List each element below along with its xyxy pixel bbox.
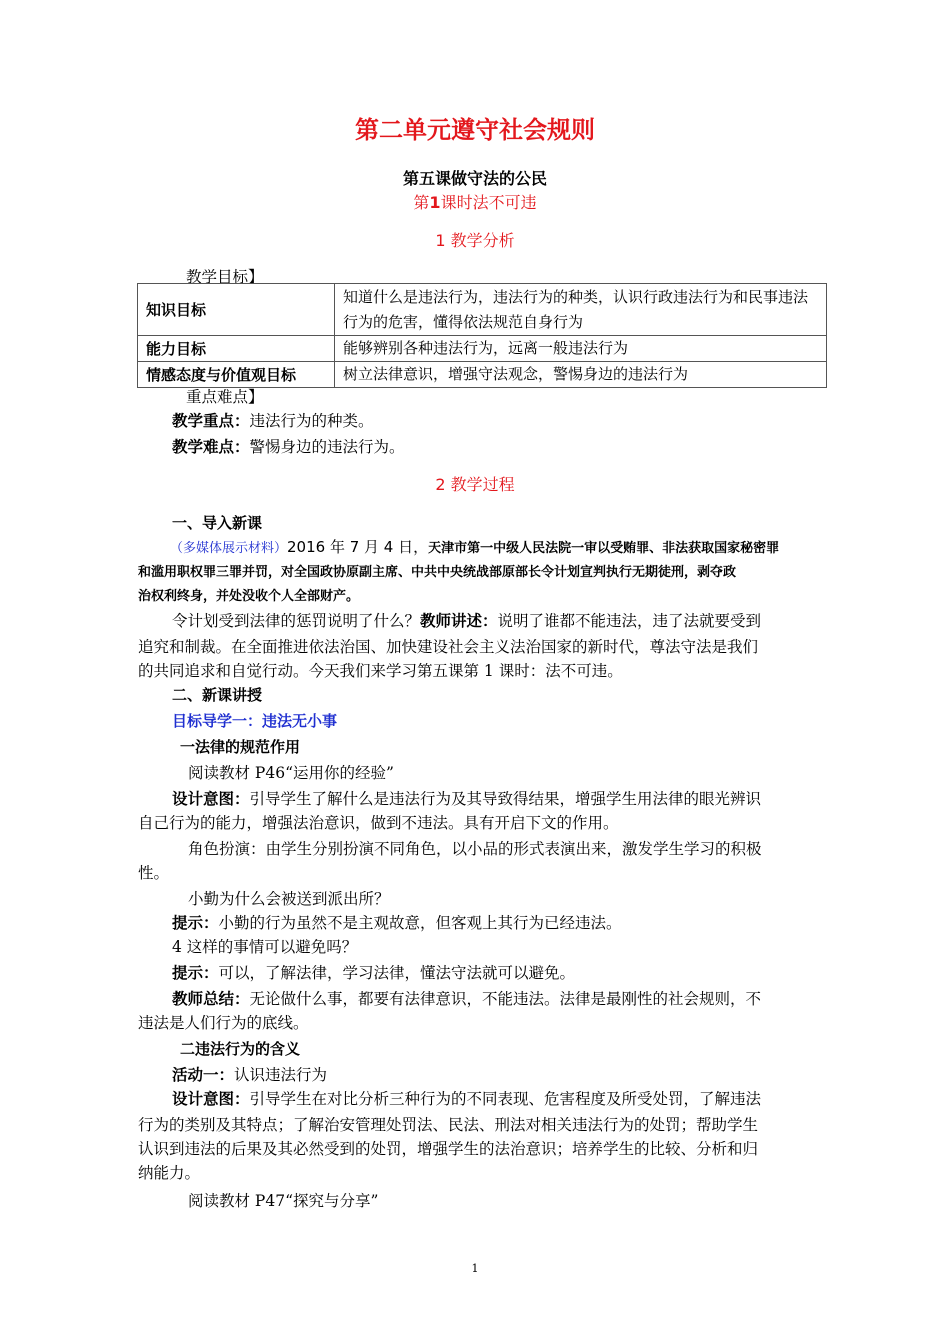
role-line-1: 角色扮演：由学生分别扮演不同角色，以小品的形式表演出来，激发学生学习的积极 <box>188 840 762 858</box>
heading-intro: 一、导入新课 <box>172 514 263 532</box>
goals-table <box>137 283 827 388</box>
focus-label: 教学重点： <box>172 412 250 430</box>
difficulty-text: 警惕身边的违法行为。 <box>249 438 405 456</box>
hint-2 <box>172 960 575 986</box>
question-1: 小勤为什么会被送到派出所？ <box>188 890 390 908</box>
summary-label: 教师总结： <box>172 990 250 1008</box>
subheading-2: 二违法行为的含义 <box>180 1040 301 1058</box>
period-prefix: 第 <box>413 193 430 212</box>
table-row <box>138 336 827 362</box>
hint-1 <box>172 910 622 936</box>
keypoints-label: 重点难点】 <box>186 388 264 406</box>
activity-label: 活动一： <box>172 1066 235 1084</box>
period-number: 1 <box>429 193 441 212</box>
question-2: 4 这样的事情可以避免吗？ <box>172 938 358 956</box>
teacher-label: 教师讲述： <box>420 612 498 630</box>
period-suffix: 课时法不可违 <box>440 193 537 212</box>
lesson-title: 第五课做守法的公民 <box>402 169 547 188</box>
heading-new-lesson: 二、新课讲授 <box>172 686 263 704</box>
difficulty-label: 教学难点： <box>172 438 250 456</box>
intro-line-2: 追究和制裁。在全面推进依法治国、加快建设社会主义法治国家的新时代，尊法守法是我们 <box>138 638 759 656</box>
summary-line-2: 违法是人们行为的底线。 <box>138 1014 309 1032</box>
read-1: 阅读教材 P46“运用你的经验” <box>188 764 394 782</box>
hint-1-text: 小勤的行为虽然不是主观故意，但客观上其行为已经违法。 <box>218 914 622 932</box>
hint-label: 提示： <box>172 964 219 982</box>
design-2-line-3: 认识到违法的后果及其必然受到的处罚，增强学生的法治意识；培养学生的比较、分析和归 <box>138 1140 759 1158</box>
activity-line <box>172 1062 327 1088</box>
design-2-text: 引导学生在对比分析三种行为的不同表现、危害程度及所受处罚，了解违法 <box>249 1090 762 1108</box>
media-line-1 <box>170 536 779 560</box>
intro-line-3: 的共同追求和自觉行动。今天我们来学习第五课第 1 课时：法不可违。 <box>138 662 623 680</box>
summary-text: 无论做什么事，都要有法律意识，不能违法。法律是最刚性的社会规则，不 <box>249 990 762 1008</box>
media-line-3: 治权利终身，并处没收个人全部财产。 <box>138 589 360 604</box>
goal-heading-1: 目标导学一：违法无小事 <box>172 712 338 730</box>
page-number: 1 <box>471 1262 479 1275</box>
intro-answer: 说明了谁都不能违法，违了法就要受到 <box>497 612 762 630</box>
period-title <box>0 190 950 213</box>
intro-question: 令计划受到法律的惩罚说明了什么？ <box>172 612 421 630</box>
design-2-line-1 <box>172 1086 761 1112</box>
page-title: 第二单元遵守社会规则 <box>355 116 595 144</box>
focus-line <box>172 408 374 434</box>
activity-text: 认识违法行为 <box>234 1066 328 1084</box>
goal-value: 能够辨别各种违法行为，远离一般违法行为 <box>335 336 827 362</box>
goal-key: 情感态度与价值观目标 <box>138 362 335 388</box>
section-heading-analysis: 1 教学分析 <box>435 231 515 250</box>
table-row <box>138 284 827 336</box>
hint-2-text: 可以，了解法律，学习法律，懂法守法就可以避免。 <box>218 964 576 982</box>
design-1-text: 引导学生了解什么是违法行为及其导致得结果，增强学生用法律的眼光辨识 <box>249 790 762 808</box>
difficulty-line <box>172 434 405 460</box>
read-2: 阅读教材 P47“探究与分享” <box>188 1192 379 1210</box>
goal-value: 知道什么是违法行为，违法行为的种类，认识行政违法行为和民事违法行为的危害，懂得依法规范自身行为 <box>335 284 827 336</box>
design-label: 设计意图： <box>172 790 250 808</box>
hint-label: 提示： <box>172 914 219 932</box>
media-text-1: 天津市第一中级人民法院一审以受贿罪、非法获取国家秘密罪 <box>428 541 780 556</box>
goal-key: 能力目标 <box>138 336 335 362</box>
goal-key: 知识目标 <box>138 284 335 336</box>
media-tag: （多媒体展示材料） <box>170 541 288 556</box>
design-1-line-1 <box>172 786 761 812</box>
design-2-line-2: 行为的类别及其特点；了解治安管理处罚法、民法、刑法对相关违法行为的处罚；帮助学生 <box>138 1116 759 1134</box>
intro-line-1 <box>172 608 761 634</box>
subheading-1: 一法律的规范作用 <box>180 738 301 756</box>
goals-label: 教学目标】 <box>186 268 264 286</box>
design-2-line-4: 纳能力。 <box>138 1164 201 1182</box>
summary-line-1 <box>172 986 761 1012</box>
design-label: 设计意图： <box>172 1090 250 1108</box>
media-date: 2016 年 7 月 4 日， <box>287 538 429 556</box>
section-heading-process: 2 教学过程 <box>435 475 515 494</box>
goal-value: 树立法律意识，增强守法观念，警惕身边的违法行为 <box>335 362 827 388</box>
design-1-line-2: 自己行为的能力，增强法治意识，做到不违法。具有开启下文的作用。 <box>138 814 619 832</box>
media-line-2: 和滥用职权罪三罪并罚，对全国政协原副主席、中共中央统战部原部长令计划宣判执行无期徒刑，剥夺政 <box>138 565 737 580</box>
role-line-2: 性。 <box>138 864 170 882</box>
focus-text: 违法行为的种类。 <box>249 412 374 430</box>
